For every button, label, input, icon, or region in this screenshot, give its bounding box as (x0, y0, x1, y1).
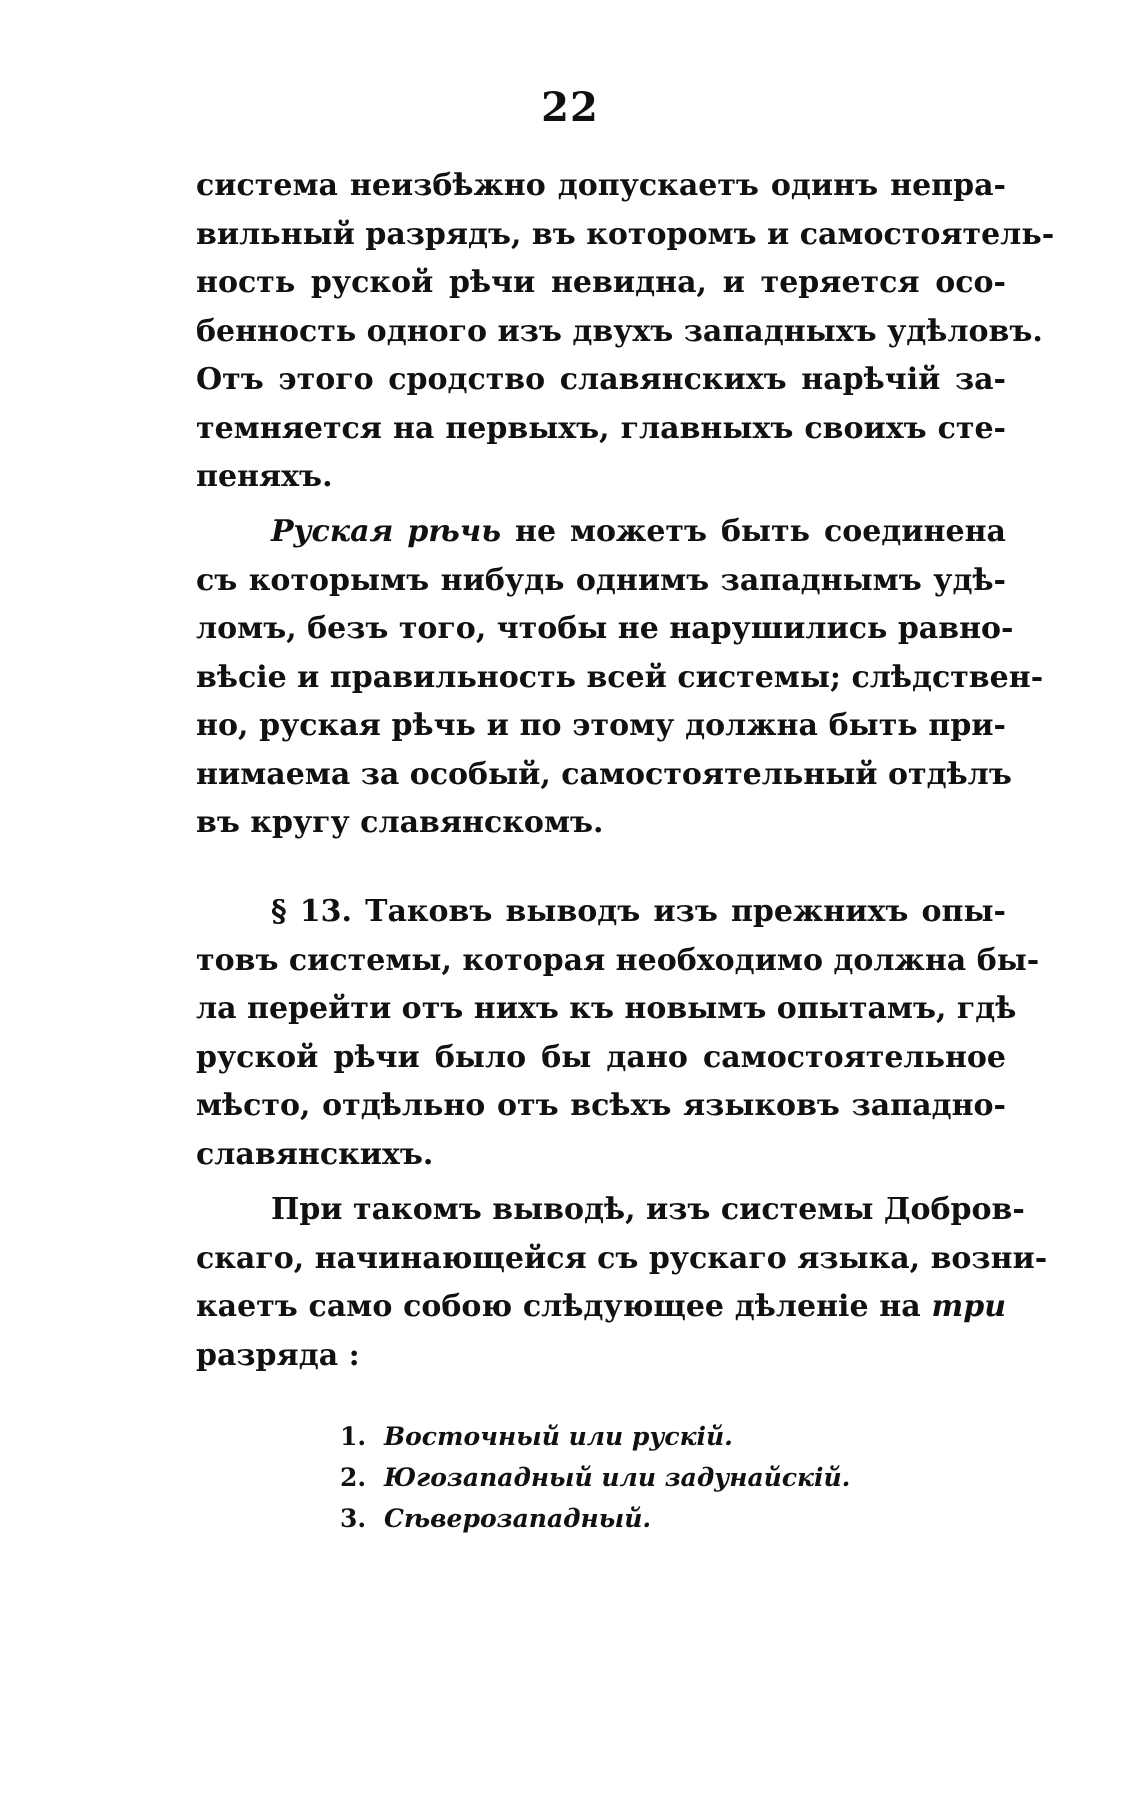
list-text: Югозападный или задунайскій. (384, 1463, 851, 1492)
text-line: При такомъ выводѣ, изъ системы Добров- (271, 1192, 1025, 1227)
text-line: бенность одного изъ двухъ западныхъ удѣловъ. (196, 313, 1043, 349)
emphasis-text: три (931, 1289, 1006, 1324)
page-number: 22 (541, 84, 599, 131)
text-line: ломъ, безъ того, чтобы не нарушились равно- (196, 611, 1014, 646)
list-item (340, 1416, 850, 1457)
text-line: система неизбѣжно допускаетъ одинъ непра- (196, 168, 1006, 203)
list-number: 2. (340, 1463, 367, 1492)
text-line: мѣсто, отдѣльно отъ всѣхъ языковъ западно- (196, 1088, 1006, 1123)
paragraph-2 (196, 508, 1044, 848)
list-text: Сѣверозападный. (384, 1504, 652, 1533)
list-number: 1. (340, 1422, 367, 1451)
text-line: ла перейти отъ нихъ къ новымъ опытамъ, гдѣ (196, 991, 1017, 1026)
paragraph-1 (196, 162, 1055, 502)
list-text: Восточный или рускій. (384, 1422, 733, 1451)
section-heading-line: § 13. Таковъ выводъ изъ прежнихъ опы- (271, 894, 1006, 929)
text-line: скаго, начинающейся съ рускаго языка, возни- (196, 1240, 1048, 1276)
text-line: ность руской рѣчи невидна, и теряется осо- (196, 265, 1006, 300)
text-line (196, 508, 1006, 557)
text-line: вильный разрядъ, въ которомъ и самостоятель- (196, 216, 1055, 252)
text-line (196, 1283, 1006, 1332)
text-line: темняется на первыхъ, главныхъ своихъ сте- (196, 410, 1006, 446)
text-line: нимаема за особый, самостоятельный отдѣлъ (196, 756, 1012, 792)
text-line: но, руская рѣчь и по этому должна быть при- (196, 708, 1006, 743)
division-list (340, 1416, 850, 1539)
list-item (340, 1457, 850, 1498)
text-line: съ которымъ нибудь однимъ западнымъ удѣ- (196, 562, 1006, 598)
list-item (340, 1498, 850, 1539)
text-fragment: каетъ само собою слѣдующее дѣленіе на (196, 1289, 932, 1324)
list-number: 3. (340, 1504, 367, 1533)
text-line: вѣсіе и правильность всей системы; слѣдствен- (196, 659, 1044, 695)
emphasis-text: Руская рѣчь (271, 514, 502, 549)
text-line: въ кругу славянскомъ. (196, 805, 604, 840)
section-13-paragraph (196, 888, 1040, 1179)
text-line: руской рѣчи было бы дано самостоятельное (196, 1039, 1006, 1075)
text-line: товъ системы, которая необходимо должна бы- (196, 942, 1040, 978)
paragraph-4 (196, 1186, 1048, 1380)
text-line: славянскихъ. (196, 1136, 434, 1172)
text-fragment: не можетъ быть соединена (501, 514, 1006, 549)
text-line: Отъ этого сродство славянскихъ нарѣчій за- (196, 362, 1006, 397)
text-line: разряда : (196, 1337, 360, 1373)
text-line: пеняхъ. (196, 459, 333, 494)
